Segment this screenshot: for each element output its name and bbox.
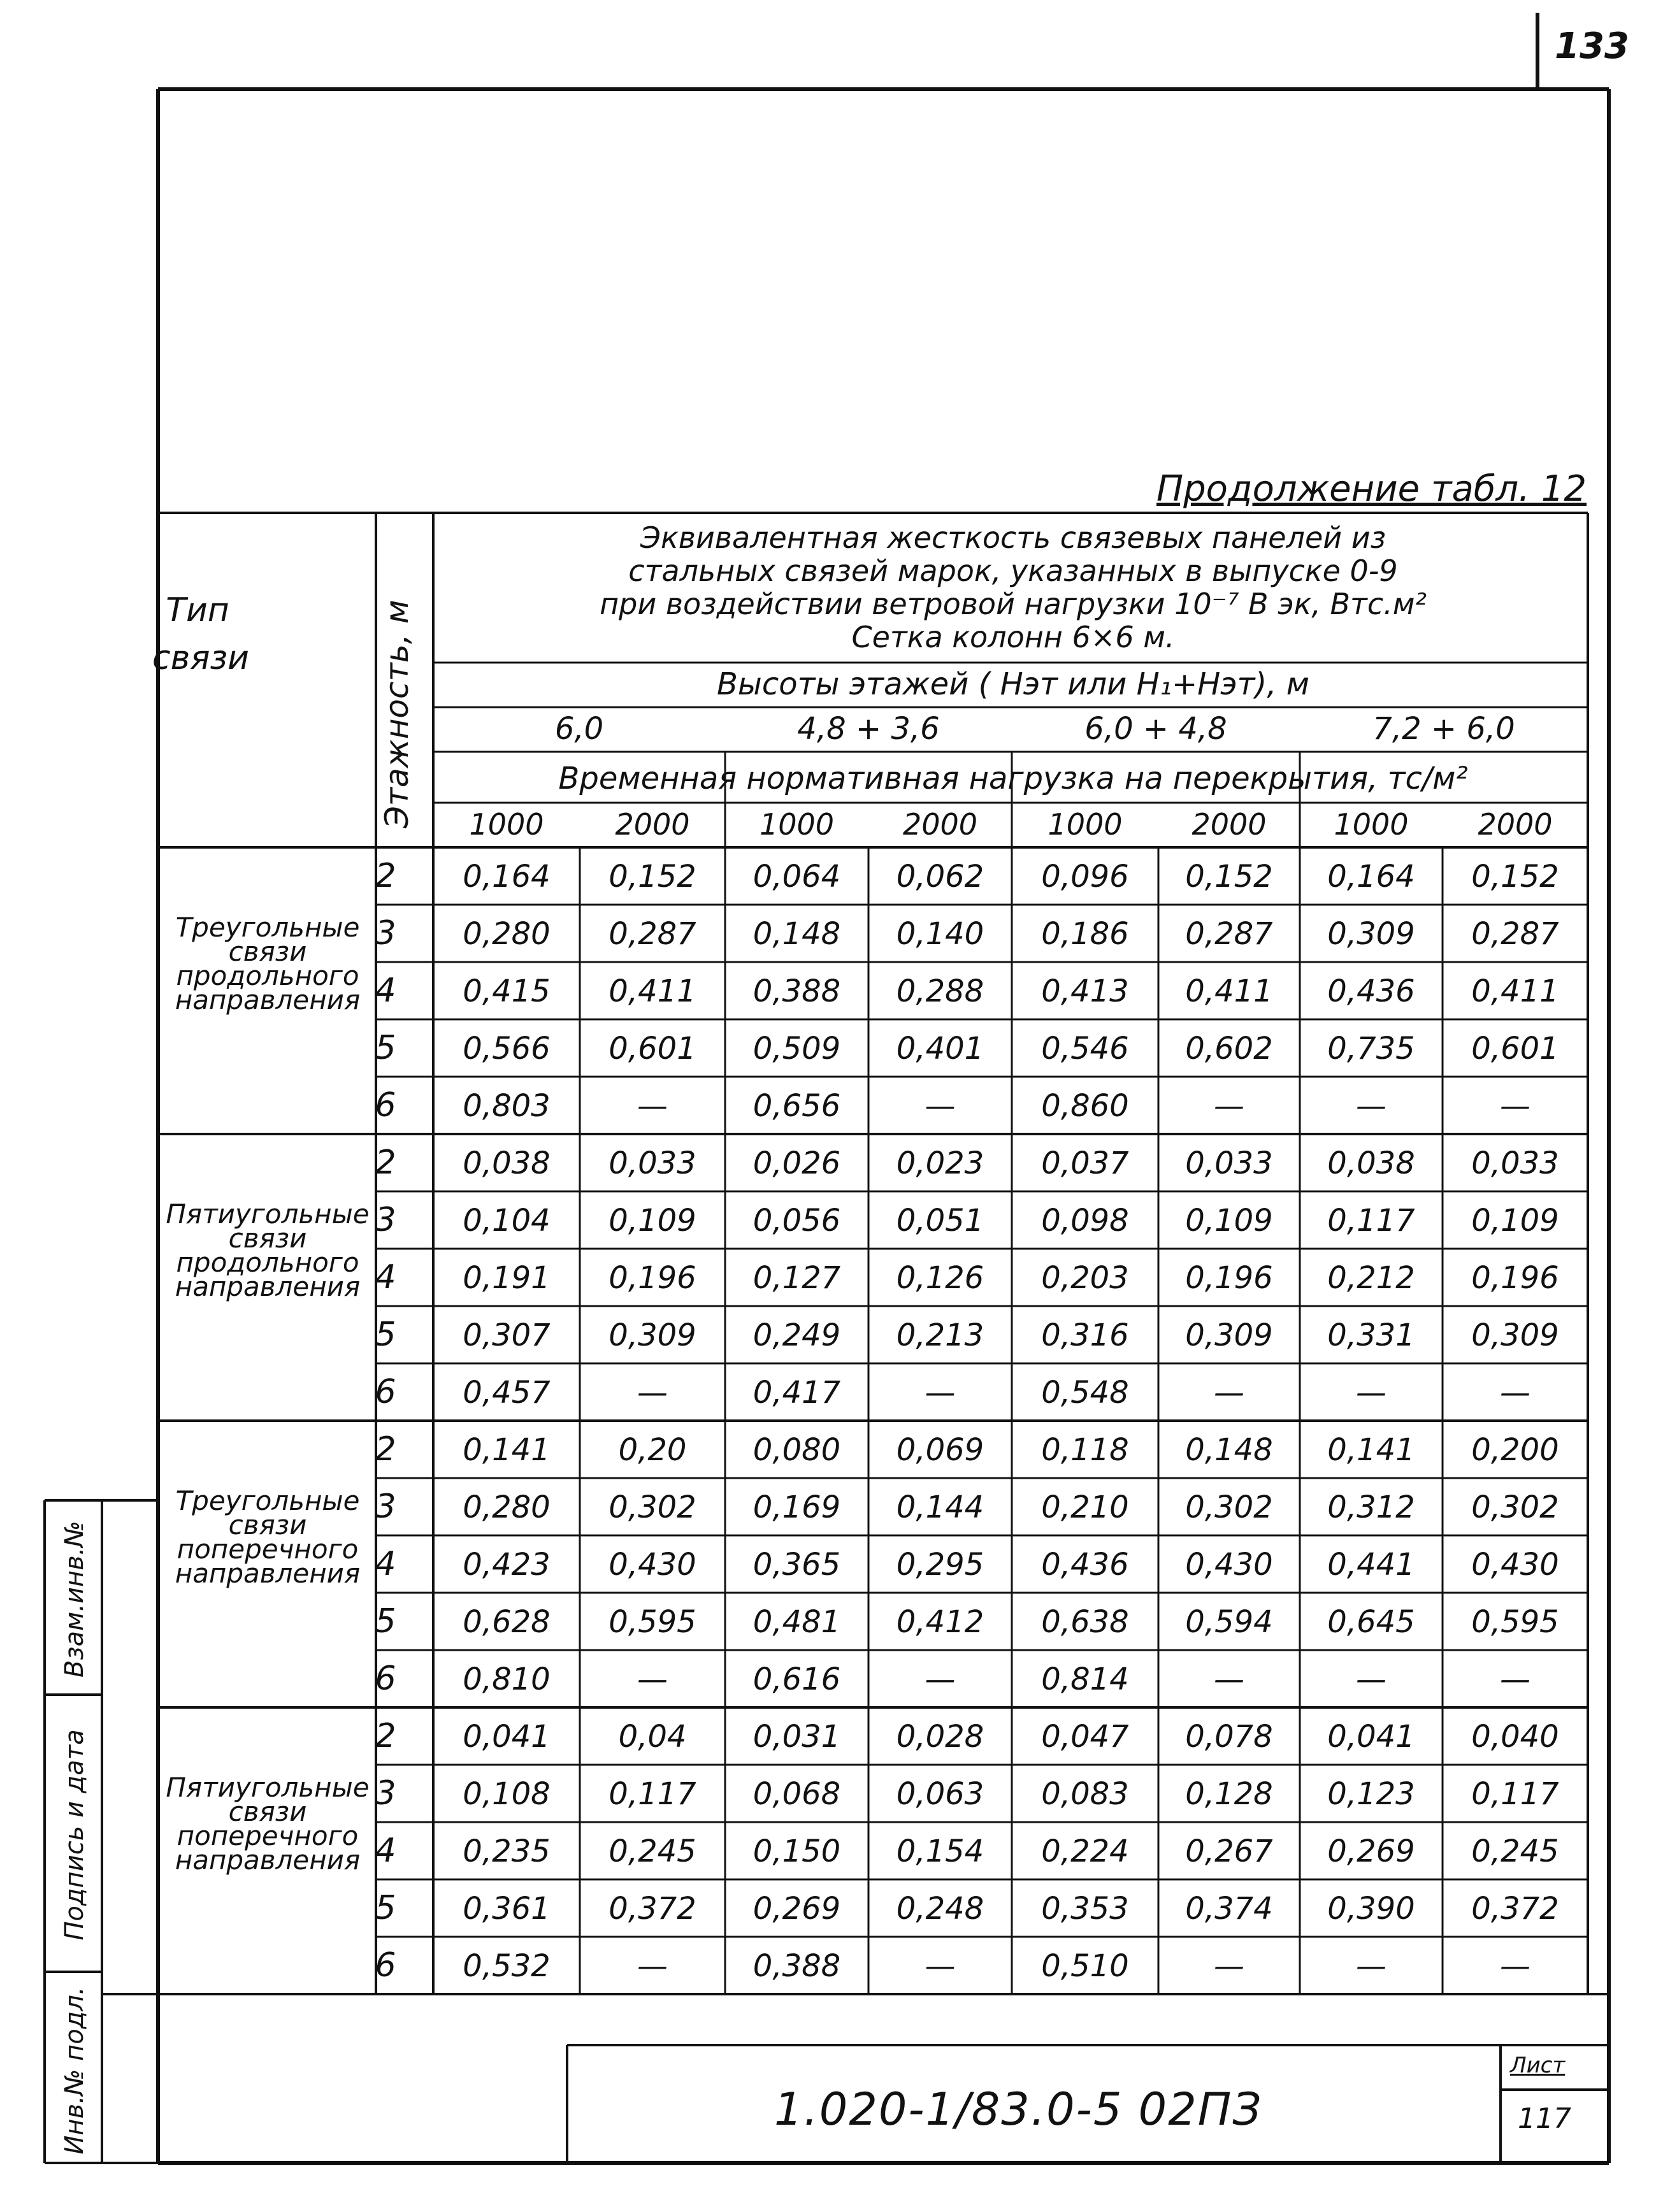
table-cell: 0,127 [752,1260,841,1296]
table-cell: 0,860 [1041,1088,1129,1124]
table-cell: 0,417 [752,1375,841,1411]
table-cell: 0,056 [752,1203,841,1239]
table-cell: 0,064 [752,859,841,894]
table-cell: — [637,1375,668,1411]
table-cell: 0,532 [463,1948,551,1984]
heights-title: Высоты этажей ( Нэт или Н₁+Нэт), м [716,666,1310,702]
table-cell: 0,033 [608,1146,696,1181]
table-cell: 0,141 [463,1432,551,1468]
floors-header: Этажность, м [378,600,415,828]
table-cell: 0,109 [1471,1203,1559,1239]
table-cell: 0,309 [608,1318,696,1353]
floor-count: 3 [375,1774,396,1813]
table-cell: 0,390 [1327,1891,1415,1927]
table-cell: 0,269 [752,1891,841,1927]
table-cell: 0,546 [1041,1031,1129,1066]
table-cell: 0,140 [896,916,984,952]
table-cell: — [925,1662,956,1697]
table-cell: — [1214,1662,1244,1697]
stamp-label-signature: Подпись и дата [60,1729,89,1941]
table-cell: 0,117 [1327,1203,1415,1239]
table-cell: 0,288 [896,973,984,1009]
table-cell: 0,144 [896,1490,984,1525]
table-cell: 0,148 [752,916,841,952]
table-cell: 0,148 [1185,1432,1273,1468]
table-cell: 0,186 [1041,916,1129,952]
connection-type-label: поперечного [176,1533,359,1565]
table-cell: — [1356,1088,1386,1124]
table-cell: 0,353 [1041,1891,1129,1927]
document-code: 1.020-1/83.0-5 02ПЗ [774,2083,1263,2136]
table-cell: — [1214,1375,1244,1411]
table-cell: 0,026 [752,1146,841,1181]
table-cell: 0,117 [1471,1776,1559,1812]
table-cell: — [1356,1662,1386,1697]
table-cell: 0,316 [1041,1318,1129,1353]
floor-count: 6 [375,1660,396,1698]
table-cell: 0,430 [1471,1547,1559,1583]
table-cell: 0,213 [896,1318,984,1353]
table-cell: 0,20 [618,1432,687,1468]
main-title-line: Сетка колонн 6×6 м. [851,620,1175,654]
table-cell: 0,109 [1185,1203,1273,1239]
connection-type-label: Пятиугольные [166,1772,370,1803]
connection-type-label: поперечного [176,1820,359,1851]
table-cell: 0,118 [1041,1432,1129,1468]
table-cell: 0,595 [1471,1604,1559,1640]
table-cell: 0,287 [1471,916,1559,952]
table-cell: 0,041 [1327,1719,1415,1755]
floor-count: 5 [375,1602,396,1641]
stamp-label-inventory: Инв.№ подл. [60,1986,89,2155]
table-cell: — [637,1662,668,1697]
connection-type-label: продольного [176,960,359,991]
connection-type-label: Треугольные [175,912,360,943]
table-cell: 0,078 [1185,1719,1273,1755]
table-cell: 0,051 [896,1203,984,1239]
table-cell: — [925,1948,956,1984]
table-cell: 0,096 [1041,859,1129,894]
floor-count: 6 [375,1086,396,1124]
connection-type-label: связи [228,936,307,967]
table-cell: 0,098 [1041,1203,1129,1239]
table-cell: 0,023 [896,1146,984,1181]
floor-count: 2 [375,857,396,895]
connection-type-label: направления [175,1844,361,1876]
load-title: Временная нормативная нагрузка на перекрытия, тс/м² [558,761,1468,796]
floor-count: 4 [375,972,396,1010]
table-cell: 0,803 [463,1088,551,1124]
table-cell: 0,169 [752,1490,841,1525]
floor-count: 4 [375,1258,396,1296]
main-title-line: Эквивалентная жесткость связевых панелей из [640,521,1386,555]
table-cell: — [1500,1375,1530,1411]
table-cell: 0,245 [608,1834,696,1869]
table-cell: 0,083 [1041,1776,1129,1812]
table-cell: 0,123 [1327,1776,1415,1812]
type-header-2: связи [152,639,249,677]
connection-type-label: Треугольные [175,1485,360,1516]
table-cell: 0,401 [896,1031,984,1066]
table-cell: 0,295 [896,1547,984,1583]
floor-count: 2 [375,1144,396,1182]
table-cell: 0,602 [1185,1031,1273,1066]
table-cell: 0,509 [752,1031,841,1066]
table-cell: 0,041 [463,1719,551,1755]
table-cell: 0,388 [752,973,841,1009]
table-cell: — [637,1948,668,1984]
connection-type-label: Пятиугольные [166,1198,370,1230]
table-cell: 0,510 [1041,1948,1129,1984]
table-cell: 0,068 [752,1776,841,1812]
stamp-label-swap: Взам.инв.№ [60,1520,89,1678]
table-cell: 0,245 [1471,1834,1559,1869]
table-cell: 0,411 [608,973,696,1009]
type-header-1: Тип [166,591,229,629]
table-cell: — [1214,1948,1244,1984]
table-cell: 0,280 [463,1490,551,1525]
continuation-title: Продолжение табл. 12 [1156,468,1587,510]
table-cell: 0,436 [1041,1547,1129,1583]
table-cell: 0,04 [618,1719,687,1755]
table-cell: 0,280 [463,916,551,952]
floor-count: 2 [375,1430,396,1469]
table-cell: 0,309 [1327,916,1415,952]
table-cell: 0,154 [896,1834,984,1869]
table-cell: 0,249 [752,1318,841,1353]
table-cell: 0,302 [1471,1490,1559,1525]
connection-type-label: направления [175,1558,361,1589]
table-cell: 0,645 [1327,1604,1415,1640]
table-cell: 0,150 [752,1834,841,1869]
table-cell: 0,309 [1185,1318,1273,1353]
table-cell: 0,628 [463,1604,551,1640]
floor-count: 4 [375,1832,396,1870]
table-cell: 0,128 [1185,1776,1273,1812]
table-cell: 0,108 [463,1776,551,1812]
table-cell: 0,212 [1327,1260,1415,1296]
table-cell: 0,481 [752,1604,841,1640]
table-cell: 0,152 [608,859,696,894]
table-cell: 0,287 [608,916,696,952]
table-cell: 0,616 [752,1662,841,1697]
table-cell: — [1356,1948,1386,1984]
table-cell: 0,164 [463,859,551,894]
table-cell: 0,411 [1185,973,1273,1009]
table-cell: 0,388 [752,1948,841,1984]
table-cell: 0,601 [608,1031,696,1066]
table-cell: 0,415 [463,973,551,1009]
table-cell: — [637,1088,668,1124]
table-cell: 0,033 [1471,1146,1559,1181]
height-group-label: 4,8 + 3,6 [797,711,940,747]
table-cell: 0,307 [463,1318,551,1353]
load-value: 1000 [759,807,835,842]
table-cell: 0,412 [896,1604,984,1640]
table-cell: 0,248 [896,1891,984,1927]
table-cell: 0,031 [752,1719,841,1755]
table-cell: 0,361 [463,1891,551,1927]
table-cell: 0,235 [463,1834,551,1869]
table-cell: 0,430 [1185,1547,1273,1583]
table-cell: 0,028 [896,1719,984,1755]
floor-count: 5 [375,1316,396,1354]
page-number: 133 [1555,25,1629,67]
floor-count: 5 [375,1029,396,1067]
table-cell: 0,069 [896,1432,984,1468]
table-cell: 0,814 [1041,1662,1129,1697]
connection-type-label: связи [228,1509,307,1540]
table-cell: 0,312 [1327,1490,1415,1525]
table-cell: 0,196 [1185,1260,1273,1296]
floor-count: 2 [375,1717,396,1755]
table-cell: 0,548 [1041,1375,1129,1411]
table-cell: 0,203 [1041,1260,1129,1296]
sheet-number: 117 [1518,2102,1571,2135]
table-cell: 0,638 [1041,1604,1129,1640]
table-cell: — [1500,1088,1530,1124]
floor-count: 4 [375,1545,396,1583]
table-cell: 0,040 [1471,1719,1559,1755]
main-title-line: при воздействии ветровой нагрузки 10⁻⁷ В эк, Втс.м² [600,587,1427,621]
table-cell: 0,287 [1185,916,1273,952]
table-cell: 0,200 [1471,1432,1559,1468]
sheet-label: Лист [1510,2053,1566,2078]
table-cell: 0,196 [1471,1260,1559,1296]
load-value: 1000 [1334,807,1409,842]
table-cell: 0,141 [1327,1432,1415,1468]
floor-count: 6 [375,1373,396,1411]
floor-count: 3 [375,914,396,952]
connection-type-label: связи [228,1796,307,1827]
table-cell: 0,080 [752,1432,841,1468]
table-cell: 0,152 [1471,859,1559,894]
table-cell: 0,104 [463,1203,551,1239]
table-cell: 0,413 [1041,973,1129,1009]
table-cell: 0,224 [1041,1834,1129,1869]
table-cell: 0,594 [1185,1604,1273,1640]
table-cell: 0,566 [463,1031,551,1066]
table-cell: 0,441 [1327,1547,1415,1583]
table-cell: — [925,1088,956,1124]
table-cell: — [1500,1948,1530,1984]
table-cell: 0,038 [1327,1146,1415,1181]
table-cell: 0,269 [1327,1834,1415,1869]
table-cell: 0,372 [1471,1891,1559,1927]
floor-count: 6 [375,1946,396,1985]
height-group-label: 6,0 [554,711,604,747]
table-cell: 0,457 [463,1375,551,1411]
table-cell: 0,411 [1471,973,1559,1009]
floor-count: 3 [375,1201,396,1239]
table-cell: 0,152 [1185,859,1273,894]
table-cell: 0,601 [1471,1031,1559,1066]
floor-count: 5 [375,1889,396,1927]
table-cell: 0,063 [896,1776,984,1812]
table-cell: 0,430 [608,1547,696,1583]
load-value: 1000 [469,807,544,842]
table-cell: 0,810 [463,1662,551,1697]
table-cell: 0,309 [1471,1318,1559,1353]
table-cell: — [1356,1375,1386,1411]
table-cell: 0,267 [1185,1834,1273,1869]
height-group-label: 6,0 + 4,8 [1084,711,1227,747]
connection-type-label: связи [228,1223,307,1254]
load-value: 2000 [1192,807,1267,842]
connection-type-label: направления [175,1271,361,1302]
table-cell: 0,374 [1185,1891,1273,1927]
table-cell: 0,191 [463,1260,551,1296]
table-cell: — [1500,1662,1530,1697]
table-cell: 0,302 [1185,1490,1273,1525]
main-title-line: стальных связей марок, указанных в выпуске 0-9 [628,554,1398,588]
table-cell: 0,117 [608,1776,696,1812]
load-value: 2000 [902,807,978,842]
table-cell: 0,038 [463,1146,551,1181]
load-value: 2000 [1478,807,1553,842]
table-cell: 0,033 [1185,1146,1273,1181]
table-cell: 0,164 [1327,859,1415,894]
table-cell: 0,423 [463,1547,551,1583]
floor-count: 3 [375,1488,396,1526]
table-cell: 0,331 [1327,1318,1415,1353]
table-cell: 0,037 [1041,1146,1129,1181]
load-value: 2000 [615,807,690,842]
height-group-label: 7,2 + 6,0 [1372,711,1515,747]
table-cell: 0,372 [608,1891,696,1927]
table-cell: 0,302 [608,1490,696,1525]
table-cell: — [1214,1088,1244,1124]
table-cell: — [925,1375,956,1411]
table-cell: 0,735 [1327,1031,1415,1066]
table-cell: 0,047 [1041,1719,1129,1755]
connection-type-label: направления [175,984,361,1016]
table-cell: 0,126 [896,1260,984,1296]
load-value: 1000 [1048,807,1123,842]
connection-type-label: продольного [176,1247,359,1278]
table-cell: 0,210 [1041,1490,1129,1525]
table-cell: 0,656 [752,1088,841,1124]
table-cell: 0,595 [608,1604,696,1640]
table-cell: 0,196 [608,1260,696,1296]
table-cell: 0,109 [608,1203,696,1239]
table-cell: 0,365 [752,1547,841,1583]
table-cell: 0,062 [896,859,984,894]
table-cell: 0,436 [1327,973,1415,1009]
